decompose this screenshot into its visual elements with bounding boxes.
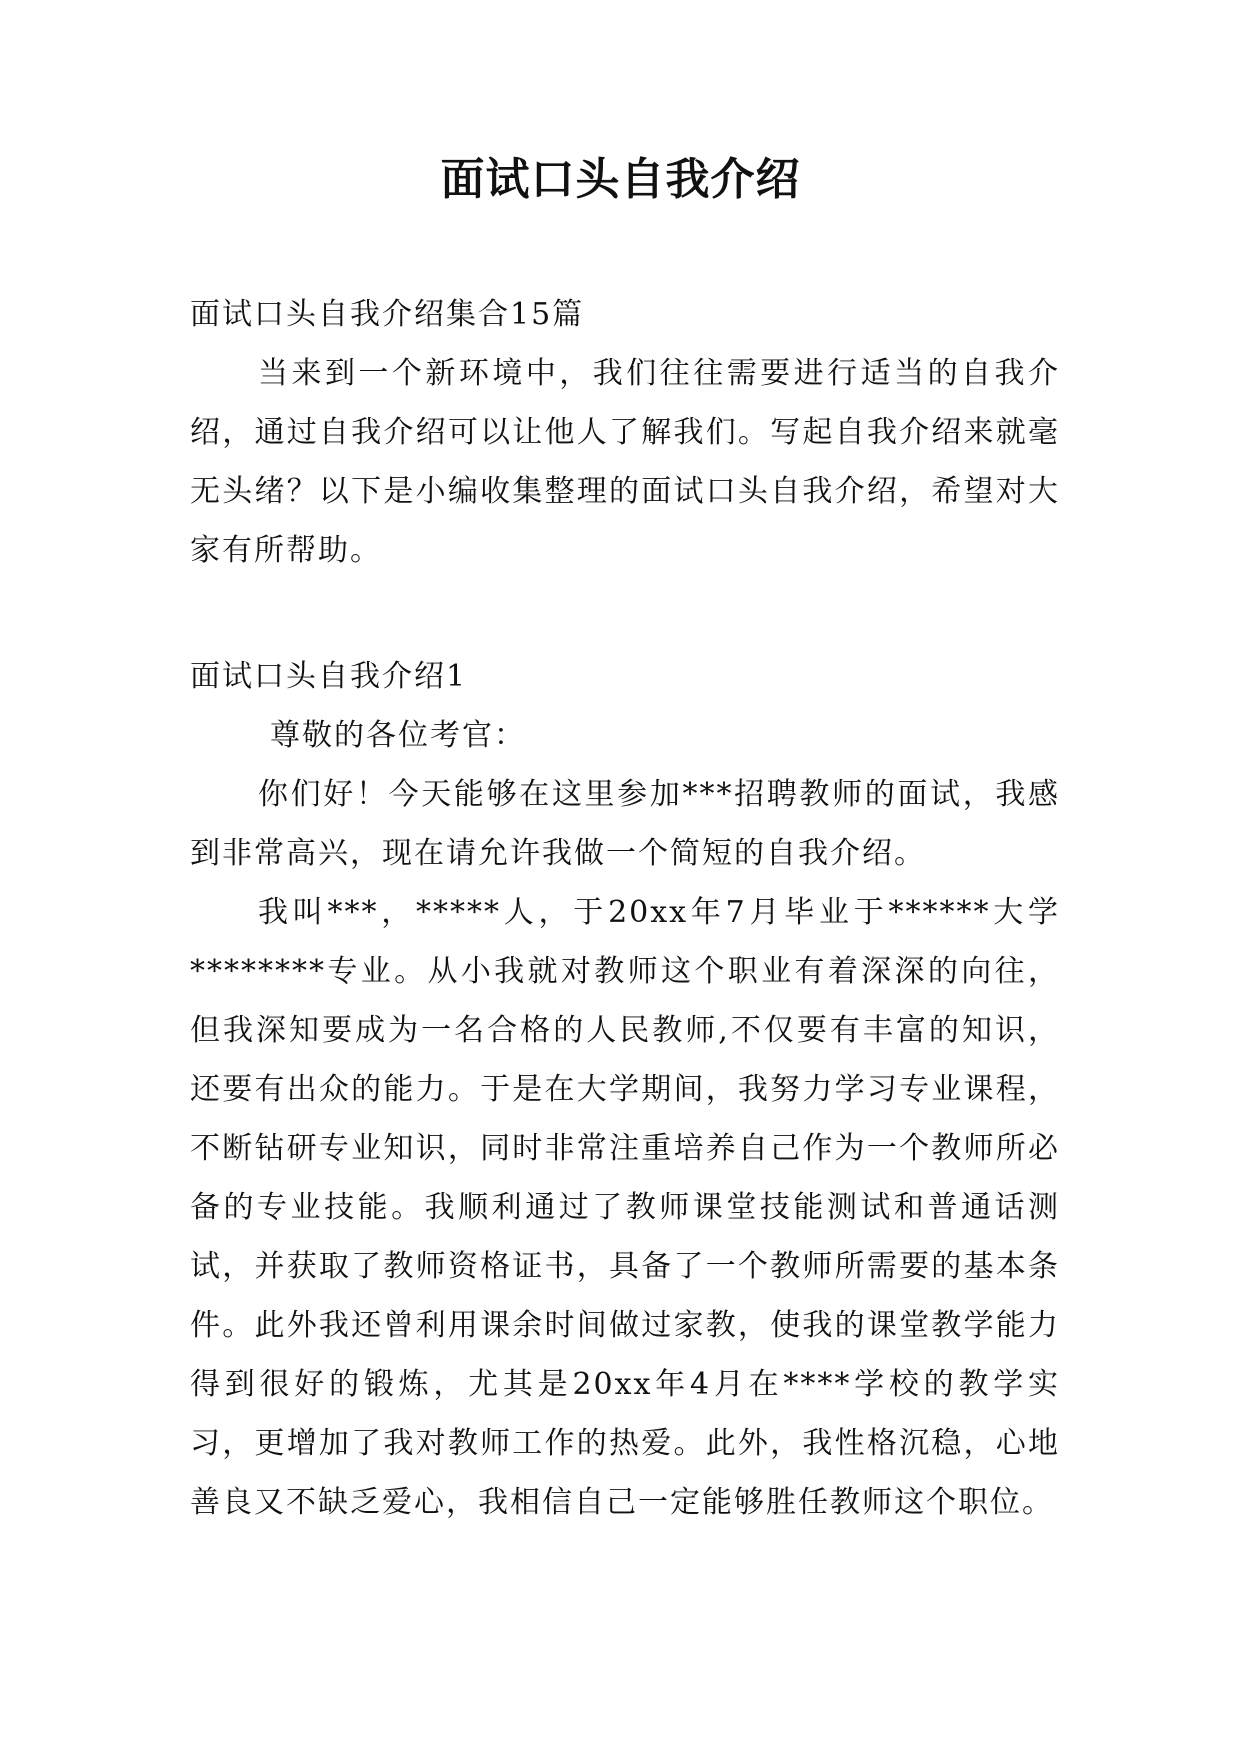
section-heading: 面试口头自我介绍1 [190, 659, 468, 694]
greeting-line: 尊敬的各位考官： [270, 718, 526, 753]
body-paragraph-2: 我叫***，*****人，于20xx年7月毕业于******大学********专业。从小我就对教师这个职业有着深深的向往，但我深知要成为一名合格的人民教师,不仅要有丰富的知识，还要有出众的能力。于是在大学期间，我努力学习专业课程，不断钻研专业知识，同时非常注重培养自己作为一个教师所必备的专业技能。我顺利通过了教师课堂技能测试和普通话测试，并获取了教师资格证书，具备了一个教师所需要的基本条件。此外我还曾利用课余时间做过家教，使我的课堂教学能力得到很好的锻炼，尤其是20xx年4月在****学校的教学实习，更增加了我对教师工作的热爱。此外，我性格沉稳，心地善良又不缺乏爱心，我相信自己一定能够胜任教师这个职位。 [190, 895, 1060, 1520]
document-title: 面试口头自我介绍 [440, 154, 801, 205]
body-paragraph-1: 你们好！今天能够在这里参加***招聘教师的面试，我感到非常高兴，现在请允许我做一个简短的自我介绍。 [190, 777, 1060, 871]
document-body [190, 285, 1060, 1532]
document-subtitle: 面试口头自我介绍集合15篇 [190, 297, 585, 332]
intro-paragraph: 当来到一个新环境中，我们往往需要进行适当的自我介绍，通过自我介绍可以让他人了解我们。写起自我介绍来就毫无头绪？以下是小编收集整理的面试口头自我介绍，希望对大家有所帮助。 [190, 356, 1060, 568]
